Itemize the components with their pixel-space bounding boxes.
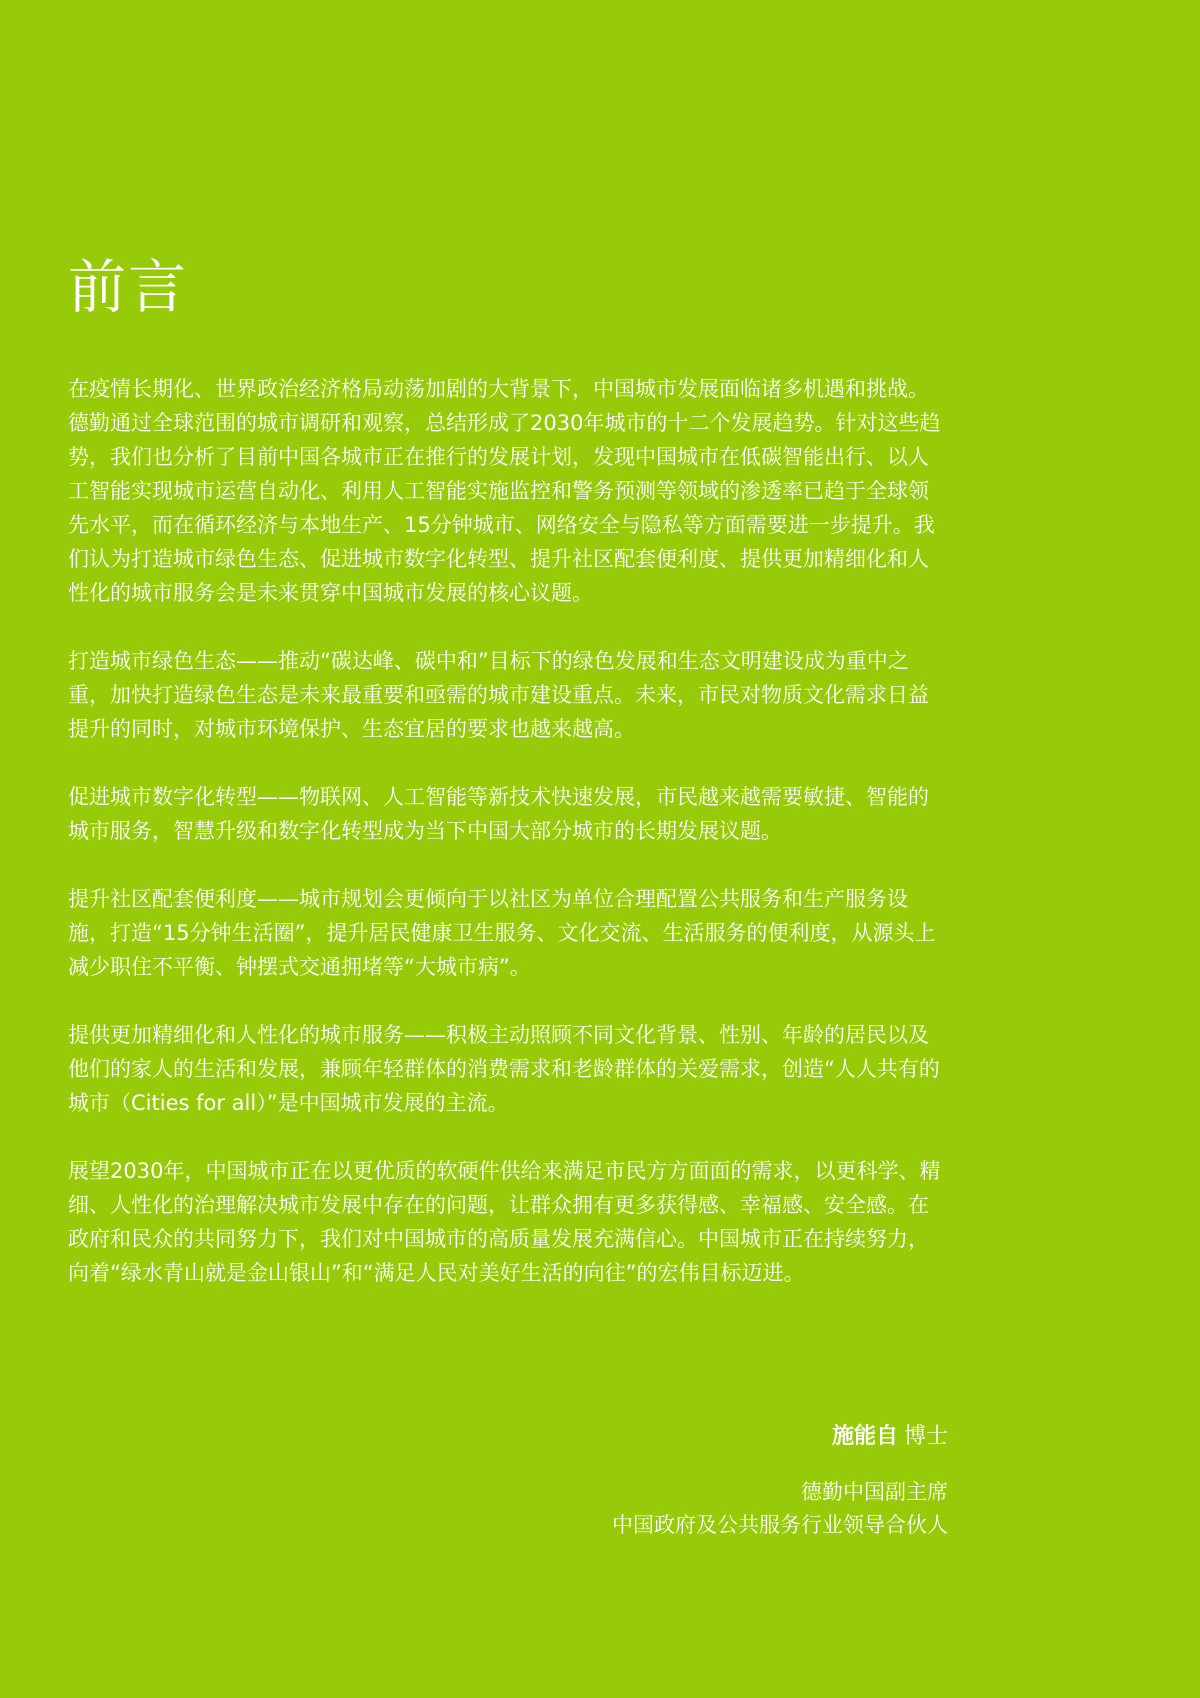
paragraph-intro: 在疫情长期化、世界政治经济格局动荡加剧的大背景下，中国城市发展面临诸多机遇和挑战。德勤通过全球范围的城市调研和观察，总结形成了2030年城市的十二个发展趋势。针对这些趋势，我们也分析了目前中国各城市正在推行的发展计划，发现中国城市在低碳智能出行、以人工智能实现城市运营自动化、利用人工智能实施监控和警务预测等领域的渗透率已趋于全球领先水平，而在循环经济与本地生产、15分钟城市、网络安全与隐私等方面需要进一步提升。我们认为打造城市绿色生态、促进城市数字化转型、提升社区配套便利度、提供更加精细化和人性化的城市服务会是未来贯穿中国城市发展的核心议题。 (68, 377, 941, 605)
signature-name-line (612, 1420, 948, 1454)
paragraph-digital-transformation: 促进城市数字化转型——物联网、人工智能等新技术快速发展，市民越来越需要敏捷、智能的城市服务，智慧升级和数字化转型成为当下中国大部分城市的长期发展议题。 (68, 785, 929, 843)
signature-name: 施能自 (831, 1424, 898, 1449)
signature-block (612, 1420, 948, 1542)
signature-role-2: 中国政府及公共服务行业领导合伙人 (612, 1513, 948, 1537)
signature-honorific: 博士 (903, 1424, 948, 1449)
paragraph-community-convenience: 提升社区配套便利度——城市规划会更倾向于以社区为单位合理配置公共服务和生产服务设施，打造“15分钟生活圈”，提升居民健康卫生服务、文化交流、生活服务的便利度，从源头上减少职住不平衡、钟摆式交通拥堵等“大城市病”。 (68, 887, 936, 979)
paragraph-humanized-services: 提供更加精细化和人性化的城市服务——积极主动照顾不同文化背景、性别、年龄的居民以及他们的家人的生活和发展，兼顾年轻群体的消费需求和老龄群体的关爱需求，创造“人人共有的城市（Cities for all）”是中国城市发展的主流。 (68, 1023, 940, 1115)
preface-body (68, 372, 948, 1324)
paragraph-green-ecology: 打造城市绿色生态——推动“碳达峰、碳中和”目标下的绿色发展和生态文明建设成为重中之重，加快打造绿色生态是未来最重要和亟需的城市建设重点。未来，市民对物质文化需求日益提升的同时，对城市环境保护、生态宜居的要求也越来越高。 (68, 649, 929, 741)
page-title: 前言 (68, 253, 189, 321)
signature-role-1: 德勤中国副主席 (801, 1480, 948, 1504)
paragraph-outlook-2030: 展望2030年，中国城市正在以更优质的软硬件供给来满足市民方方面面的需求，以更科学、精细、人性化的治理解决城市发展中存在的问题，让群众拥有更多获得感、幸福感、安全感。在政府和民众的共同努力下，我们对中国城市的高质量发展充满信心。中国城市正在持续努力，向着“绿水青山就是金山银山”和“满足人民对美好生活的向往”的宏伟目标迈进。 (68, 1159, 941, 1285)
